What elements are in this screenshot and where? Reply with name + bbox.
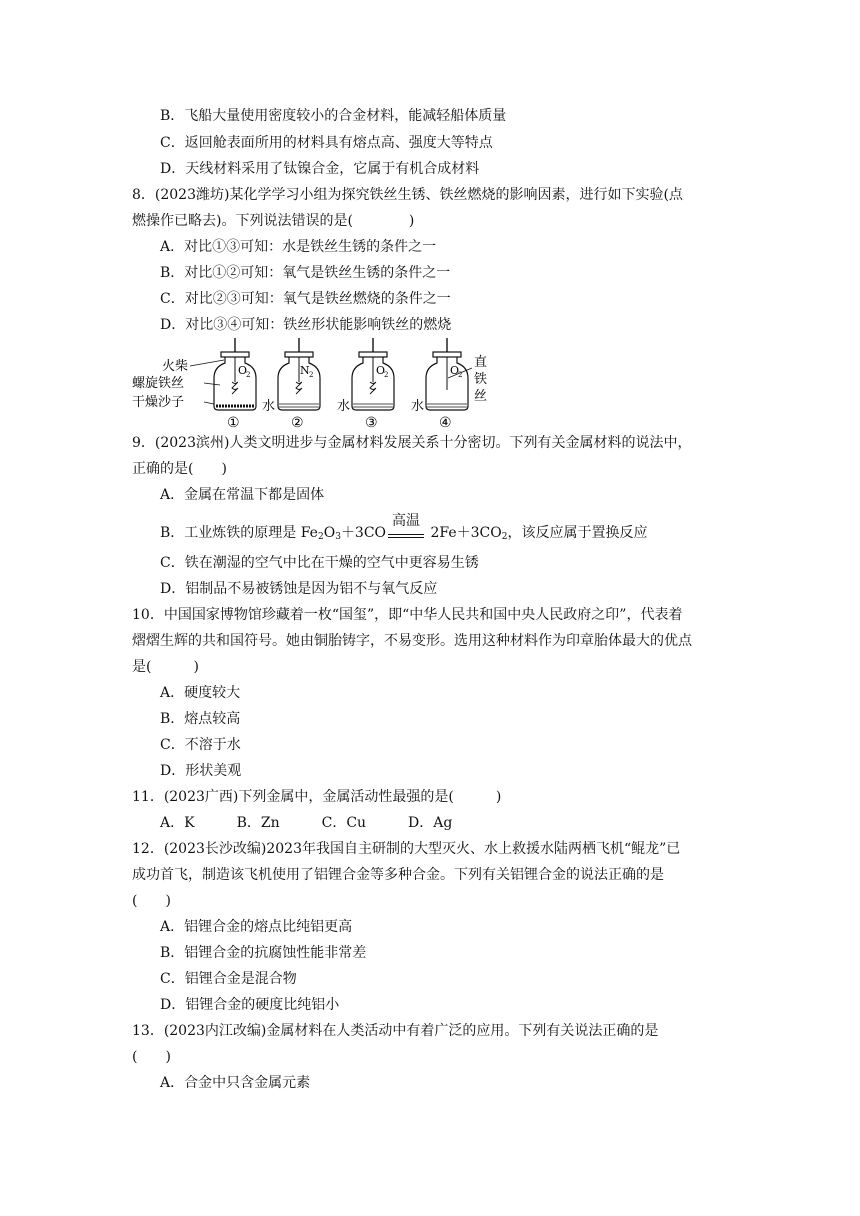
label-match: 火柴 [162, 359, 189, 374]
jar-4-gas: O [450, 364, 460, 377]
q9b-mid1: O [323, 525, 336, 541]
q13-option-a: A．合金中只含金属元素 [160, 1075, 311, 1091]
q12-option-b: B．铝锂合金的抗腐蚀性能非常差 [160, 945, 367, 961]
q9-option-b [160, 513, 648, 546]
q8-option-b: B．对比①②可知：氧气是铁丝生锈的条件之一 [160, 265, 451, 281]
q12-option-a: A．铝锂合金的熔点比纯铝更高 [160, 919, 353, 935]
q9-option-d: D．铝制品不易被锈蚀是因为铝不与氧气反应 [160, 581, 438, 597]
q9b-mid3: 2Fe＋3CO [426, 525, 502, 541]
q9b-suffix: ，该反应属于置换反应 [507, 525, 648, 541]
jar-2-water-label: 水 [262, 399, 276, 414]
q10-option-d: D．形状美观 [160, 763, 242, 779]
label-spiral-wire: 螺旋铁丝 [132, 376, 185, 391]
q13-stem-line1: 13．(2023内江改编)金属材料在人类活动中有着广泛的应用。下列有关说法正确的是 [132, 1023, 659, 1039]
experiment-figure [132, 338, 502, 430]
q11-stem: 11．(2023广西)下列金属中，金属活动性最强的是( ) [132, 789, 502, 805]
jar-2-gas: N [300, 364, 310, 377]
jar-1-gas: O [238, 364, 248, 377]
q9-stem-line1: 9．(2023滨州)人类文明进步与金属材料发展关系十分密切。下列有关金属材料的说法中， [132, 435, 692, 451]
jar-1-gas-sub: 2 [246, 371, 251, 379]
jar-2-gas-sub: 2 [309, 371, 314, 379]
jar-3-number: ③ [365, 415, 378, 430]
q10-option-c: C．不溶于水 [160, 737, 241, 753]
q9-option-a: A．金属在常温下都是固体 [160, 487, 325, 503]
jar-3 [337, 338, 394, 430]
q12-stem-line1: 12．(2023长沙改编)2023年我国自主研制的大型灭火、水上救援水陆两栖飞机“鲲龙”已 [132, 841, 681, 857]
q10-stem-line1: 10．中国国家博物馆珍藏着一枚“国玺”，即“中华人民共和国中央人民政府之印”，代表着 [132, 607, 683, 623]
q10-option-a: A．硬度较大 [160, 685, 241, 701]
q9-option-c: C．铁在潮湿的空气中比在干燥的空气中更容易生锈 [160, 555, 479, 571]
jar-3-gas-sub: 2 [384, 371, 389, 379]
q9b-mid2: ＋3CO [340, 525, 387, 541]
q12-stem-line2: 成功首飞，制造该飞机使用了铝锂合金等多种合金。下列有关铝锂合金的说法正确的是 [132, 867, 664, 883]
jar-4 [411, 338, 487, 430]
jar-4-gas-sub: 2 [458, 371, 463, 379]
q10-option-b: B．熔点较高 [160, 711, 241, 727]
q9b-sub1: 2 [317, 532, 324, 542]
q12-stem-line3: ( ) [132, 893, 171, 909]
label-dry-sand: 干燥沙子 [132, 395, 185, 410]
label-straight-wire-1: 直 [474, 355, 488, 370]
jar-2-number: ② [291, 415, 304, 430]
q12-option-c: C．铝锂合金是混合物 [160, 971, 297, 987]
jar-4-water-label: 水 [411, 399, 425, 414]
q8-option-d: D．对比③④可知：铁丝形状能影响铁丝的燃烧 [160, 317, 452, 333]
q9b-prefix: B．工业炼铁的原理是 Fe [160, 525, 318, 541]
q13-stem-line2: ( ) [132, 1049, 171, 1065]
jar-1-number: ① [227, 415, 240, 430]
q10-stem-line3: 是( ) [132, 659, 199, 675]
label-straight-wire-2: 铁 [474, 372, 488, 387]
jar-1 [214, 338, 256, 430]
jar-4-number: ④ [439, 415, 452, 430]
q8-stem-line2: 燃操作已略去)。下列说法错误的是( ) [132, 213, 415, 229]
q10-stem-line2: 熠熠生辉的共和国符号。她由铜胎铸字，不易变形。选用这种材料作为印章胎体最大的优点 [132, 633, 692, 649]
q12-option-d: D．铝锂合金的硬度比纯铝小 [160, 997, 340, 1013]
q7-option-d: D．天线材料采用了钛镍合金，它属于有机合成材料 [160, 161, 480, 177]
q8-option-a: A．对比①③可知：水是铁丝生锈的条件之一 [160, 239, 437, 255]
jar-3-gas: O [376, 364, 386, 377]
reaction-condition-arrow [386, 513, 426, 542]
q8-stem-line1: 8．(2023潍坊)某化学学习小组为探究铁丝生锈、铁丝燃烧的影响因素，进行如下实验(点 [132, 187, 683, 203]
q9-stem-line2: 正确的是( ) [132, 461, 227, 477]
jar-2 [262, 338, 320, 430]
q11-options: A．K B．Zn C．Cu D．Ag [160, 815, 453, 831]
q7-option-b: B．飞船大量使用密度较小的合金材料，能减轻船体质量 [160, 108, 507, 124]
q9b-sub3: 2 [501, 532, 508, 542]
q9b-sub2: 3 [335, 532, 341, 542]
reaction-condition: 高温 [392, 513, 421, 529]
q8-option-c: C．对比②③可知：氧气是铁丝燃烧的条件之一 [160, 291, 451, 307]
jar-3-water-label: 水 [337, 399, 351, 414]
q7-option-c: C．返回舱表面所用的材料具有熔点高、强度大等特点 [160, 135, 493, 151]
label-straight-wire-3: 丝 [474, 389, 488, 404]
